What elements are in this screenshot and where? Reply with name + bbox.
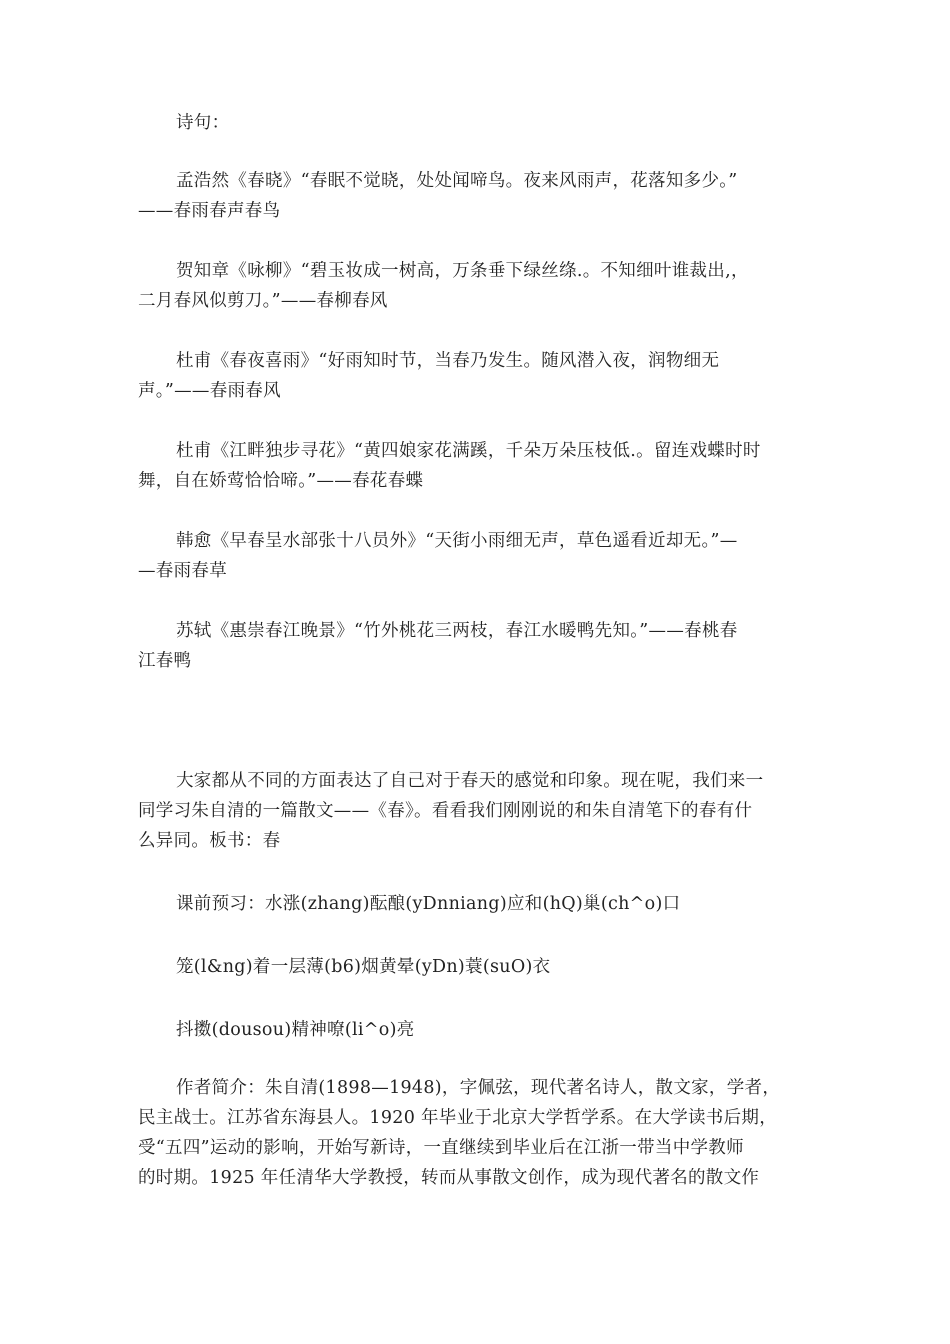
author-line: 民主战士。江苏省东海县人。1920 年毕业于北京大学哲学系。在大学读书后期， [138,1108,777,1128]
preview-line: 课前预习：水涨(zhang)酝酿(yDnniang)应和(hQ)巢(ch^o)口 [176,894,681,914]
preview-paragraph [138,952,814,982]
poem-line: ——春雨春声春鸟 [138,201,281,221]
poem-line: 杜甫《春夜喜雨》“好雨知时节，当春乃发生。随风潜入夜，润物细无 [176,351,720,371]
preview-line: 抖擞(dousou)精神嘹(li^o)亮 [176,1020,415,1040]
author-paragraph [138,1073,814,1193]
intro-line: 么异同。板书：春 [138,831,281,851]
poem-line: 贺知章《咏柳》“碧玉妆成一树高，万条垂下绿丝绦.。不知细叶谁裁出,， [176,261,749,281]
intro-line: 大家都从不同的方面表达了自己对于春天的感觉和印象。现在呢，我们来一 [176,771,764,791]
author-line: 的时期。1925 年任清华大学教授，转而从事散文创作，成为现代著名的散文作 [138,1168,760,1188]
intro-line: 同学习朱自清的一篇散文——《春》。看看我们刚刚说的和朱自清笔下的春有什 [138,801,753,821]
poem-line: 韩愈《早春呈水部张十八员外》“天街小雨细无声，草色遥看近却无。”— [176,531,738,551]
poem-paragraph [138,346,814,406]
poem-line: 江春鸭 [138,651,192,671]
poem-line: 声。”——春雨春风 [138,381,281,401]
poem-line: 杜甫《江畔独步寻花》“黄四娘家花满蹊，千朵万朵压枝低.。留连戏蝶时时 [176,441,761,461]
poem-paragraph [138,436,814,496]
author-line: 受“五四”运动的影响，开始写新诗，一直继续到毕业后在江浙一带当中学教师 [138,1138,744,1158]
poem-paragraph [138,166,814,226]
section-heading [138,108,814,138]
poem-paragraph [138,256,814,316]
author-line: 作者简介：朱自清(1898—1948)，字佩弦，现代著名诗人，散文家，学者， [176,1078,781,1098]
poem-paragraph [138,526,814,586]
poem-line: 二月春风似剪刀。”——春柳春风 [138,291,388,311]
preview-paragraph [138,1015,814,1045]
preview-paragraph [138,889,814,919]
heading-text: 诗句： [176,113,230,133]
poem-line: —春雨春草 [138,561,227,581]
poem-line: 孟浩然《春晓》“春眠不觉晓，处处闻啼鸟。夜来风雨声，花落知多少。” [176,171,738,191]
poem-line: 舞，自在娇莺恰恰啼。”——春花春蝶 [138,471,424,491]
poem-line: 苏轼《惠崇春江晚景》“竹外桃花三两枝，春江水暖鸭先知。”——春桃春 [176,621,738,641]
poem-paragraph [138,616,814,676]
preview-line: 笼(l&ng)着一层薄(b6)烟黄晕(yDn)蓑(suO)衣 [176,957,551,977]
intro-paragraph [138,766,814,856]
